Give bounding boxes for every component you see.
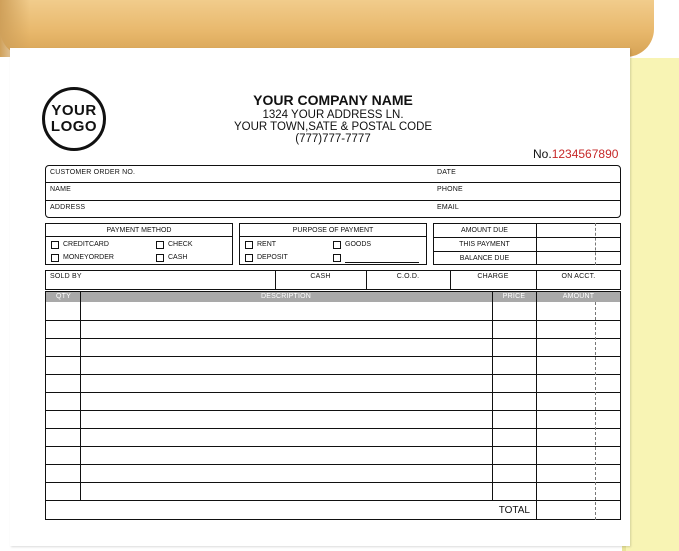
table-row-line <box>45 338 621 339</box>
goods-label: GOODS <box>345 241 372 248</box>
description-header: DESCRIPTION <box>260 293 312 300</box>
name-label: NAME <box>50 186 72 193</box>
on-acct-label: ON ACCT. <box>561 273 596 280</box>
purpose-divider <box>239 236 427 237</box>
table-row-line <box>45 464 621 465</box>
amounts-column-divider <box>536 223 537 265</box>
customer-divider-2 <box>45 200 621 201</box>
company-town: YOUR TOWN,SATE & POSTAL CODE <box>233 121 433 133</box>
sold-by-label: SOLD BY <box>50 273 82 280</box>
rent-checkbox[interactable] <box>245 241 253 249</box>
amounts-divider-2 <box>433 251 621 252</box>
amounts-divider-1 <box>433 237 621 238</box>
deposit-label: DEPOSIT <box>257 254 288 261</box>
cents-column-line <box>595 302 596 520</box>
date-label: DATE <box>437 169 456 176</box>
other-blank-line[interactable] <box>345 262 419 263</box>
company-address: 1324 YOUR ADDRESS LN. <box>262 109 404 121</box>
form-number-value: 1234567890 <box>551 147 619 161</box>
amount-column-line <box>536 292 537 520</box>
deposit-checkbox[interactable] <box>245 254 253 262</box>
address-label: ADDRESS <box>50 204 86 211</box>
goods-checkbox[interactable] <box>333 241 341 249</box>
phone-label: PHONE <box>437 186 463 193</box>
price-column-line <box>492 292 493 500</box>
check-checkbox[interactable] <box>156 241 164 249</box>
yellow-copy-sheet <box>622 58 679 551</box>
payment-method-divider <box>45 236 233 237</box>
cash-label: CASH <box>168 254 188 261</box>
rent-label: RENT <box>257 241 277 248</box>
other-checkbox[interactable] <box>333 254 341 262</box>
creditcard-checkbox[interactable] <box>51 241 59 249</box>
table-row-line <box>45 392 621 393</box>
amount-header: AMOUNT <box>562 293 595 300</box>
company-name: YOUR COMPANY NAME <box>253 92 413 108</box>
company-phone: (777)777-7777 <box>295 133 371 145</box>
customer-divider-1 <box>45 182 621 183</box>
price-header: PRICE <box>502 293 526 300</box>
table-row-line <box>45 446 621 447</box>
balance-due-label: BALANCE DUE <box>459 255 510 262</box>
form-number <box>533 147 618 161</box>
check-label: CHECK <box>168 241 193 248</box>
total-label-cell <box>46 500 536 519</box>
amount-due-label: AMOUNT DUE <box>461 227 508 234</box>
table-row-line <box>45 482 621 483</box>
table-row-line <box>45 428 621 429</box>
table-row-line <box>45 356 621 357</box>
cod-label: C.O.D. <box>396 273 420 280</box>
total-label: TOTAL <box>498 505 530 516</box>
moneyorder-checkbox[interactable] <box>51 254 59 262</box>
qty-header: QTY <box>56 293 71 300</box>
sale-cash-label: CASH <box>310 273 331 280</box>
form-number-prefix: No. <box>533 147 552 161</box>
amounts-cents-divider <box>595 223 596 265</box>
purpose-title: PURPOSE OF PAYMENT <box>292 227 374 234</box>
email-label: EMAIL <box>437 204 460 211</box>
this-payment-label: THIS PAYMENT <box>459 241 510 248</box>
payment-method-title: PAYMENT METHOD <box>106 227 172 234</box>
customer-order-label: CUSTOMER ORDER NO. <box>50 169 136 176</box>
qty-column-line <box>80 292 81 500</box>
charge-label: CHARGE <box>477 273 509 280</box>
logo-circle <box>42 87 106 151</box>
logo-text-2: LOGO <box>50 118 98 135</box>
moneyorder-label: MONEYORDER <box>63 254 114 261</box>
table-row-line <box>45 410 621 411</box>
logo-text-1: YOUR <box>51 102 97 119</box>
creditcard-label: CREDITCARD <box>63 241 109 248</box>
items-table <box>45 291 621 520</box>
cash-checkbox[interactable] <box>156 254 164 262</box>
table-row-line <box>45 374 621 375</box>
table-row-line <box>45 320 621 321</box>
